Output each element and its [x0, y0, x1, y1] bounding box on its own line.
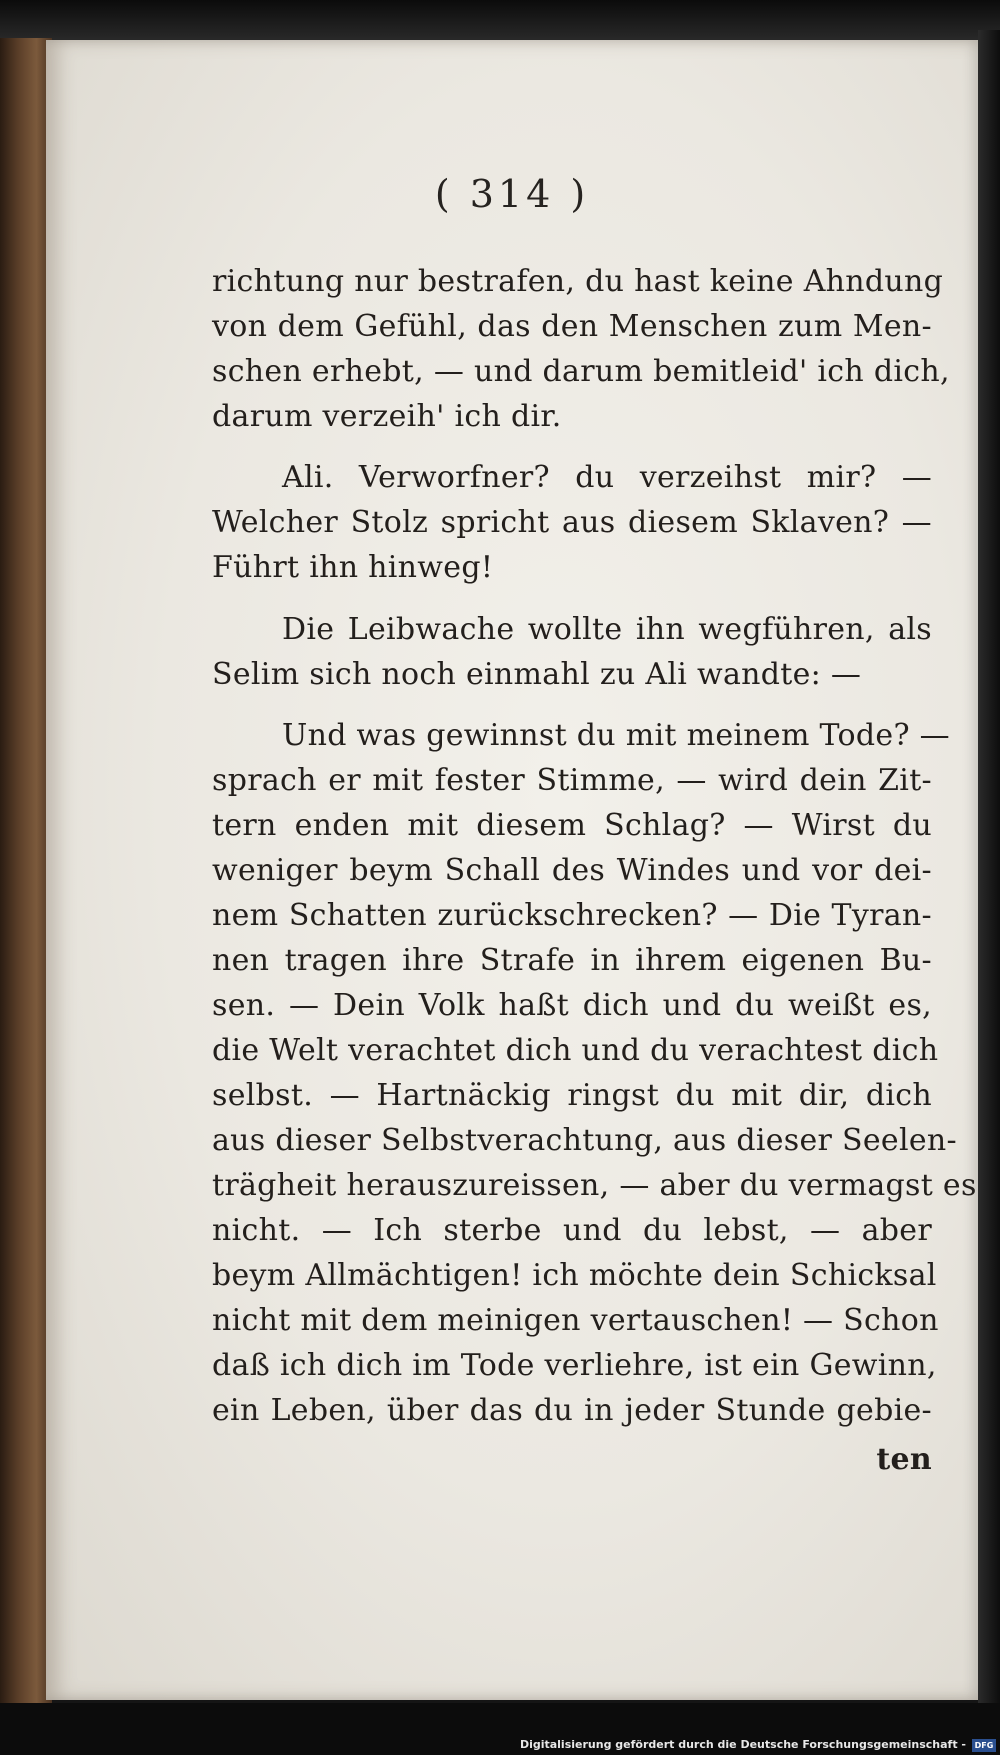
text-line: schen erhebt, — und darum bemitleid' ich dich, [212, 354, 950, 389]
text-line: daß ich dich im Tode verliehre, ist ein Gewinn, [212, 1348, 937, 1383]
text-line: richtung nur bestrafen, du hast keine Ahndung [212, 264, 944, 299]
text-line: beym Allmächtigen! ich möchte dein Schicksal [212, 1258, 937, 1293]
text-line: Selim sich noch einmahl zu Ali wandte: — [212, 657, 862, 692]
digitization-credit: Digitalisierung gefördert durch die Deutsche Forschungsgemeinschaft - [519, 1738, 966, 1751]
text-line: Welcher Stolz spricht aus diesem Sklaven? — [212, 505, 932, 540]
catchword: ten [876, 1442, 932, 1477]
book-page [46, 40, 978, 1700]
text-line: tern enden mit diesem Schlag? — Wirst du [212, 808, 932, 843]
book-spine-edge [0, 38, 52, 1703]
scan-top-border [0, 0, 1000, 42]
text-line: darum verzeih' ich dir. [212, 399, 562, 434]
text-line: selbst. — Hartnäckig ringst du mit dir, dich [212, 1078, 932, 1113]
text-line: Die Leibwache wollte ihn wegführen, als [282, 612, 932, 647]
text-line: weniger beym Schall des Windes und vor dei- [212, 853, 932, 888]
text-line: Ali. Verworfner? du verzeihst mir? — [282, 460, 932, 495]
text-line: von dem Gefühl, das den Menschen zum Men- [212, 309, 932, 344]
text-line: trägheit herauszureissen, — aber du vermagst es [212, 1168, 977, 1203]
text-line: sen. — Dein Volk haßt dich und du weißt es, [212, 988, 932, 1023]
text-line: ein Leben, über das du in jeder Stunde gebie- [212, 1393, 932, 1428]
text-line: Führt ihn hinweg! [212, 550, 494, 585]
footer-bar [0, 1703, 1000, 1755]
page-number: ( 314 ) [434, 172, 590, 216]
text-line: Und was gewinnst du mit meinem Tode? — [282, 718, 950, 753]
text-line: nicht. — Ich sterbe und du lebst, — aber [212, 1213, 932, 1248]
text-line: aus dieser Selbstverachtung, aus dieser Seelen- [212, 1123, 957, 1158]
text-line: nen tragen ihre Strafe in ihrem eigenen Bu- [212, 943, 932, 978]
scan-right-border [978, 30, 1000, 1710]
text-line: die Welt verachtet dich und du verachtest dich [212, 1033, 939, 1068]
text-line: sprach er mit fester Stimme, — wird dein Zit- [212, 763, 932, 798]
page-text [46, 40, 978, 1700]
text-line: nem Schatten zurückschrecken? — Die Tyran- [212, 898, 932, 933]
text-line: nicht mit dem meinigen vertauschen! — Schon [212, 1303, 939, 1338]
dfg-logo: DFG [972, 1739, 996, 1752]
